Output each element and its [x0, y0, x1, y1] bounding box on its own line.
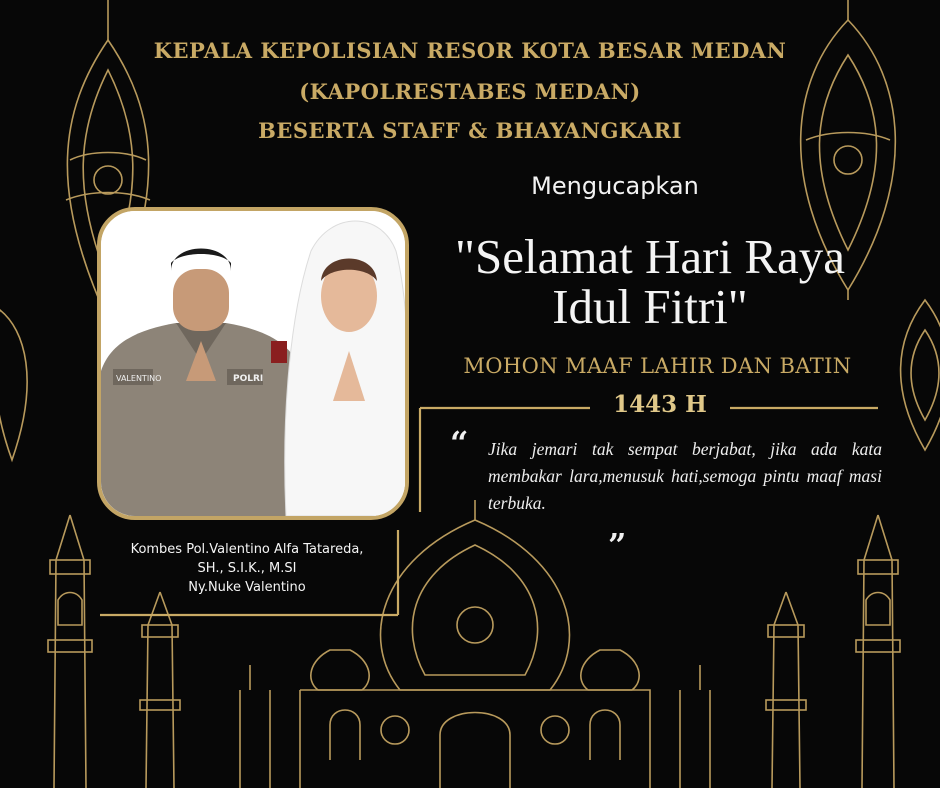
mohon-maaf-text: MOHON MAAF LAHIR DAN BATIN	[463, 354, 852, 378]
greeting-line-1: "Selamat Hari Raya	[454, 229, 846, 284]
lantern-side-left-icon	[0, 310, 27, 460]
minaret-left2-icon	[140, 592, 180, 788]
couple-photo	[97, 207, 409, 520]
header-line-1: KEPALA KEPOLISIAN RESOR KOTA BESAR MEDAN	[153, 38, 787, 63]
couple-illustration	[101, 211, 405, 516]
quote-close-icon: ”	[608, 526, 627, 564]
lantern-side-right-icon	[901, 300, 940, 450]
minaret-left-icon	[48, 515, 92, 788]
name-tag: VALENTINO	[116, 374, 162, 383]
photo-caption	[102, 540, 392, 597]
minaret-right-icon	[856, 515, 900, 788]
greeting-line-2: Idul Fitri"	[552, 279, 748, 334]
header-line-3: BESERTA STAFF & BHAYANGKARI	[258, 118, 682, 143]
year-text: 1443 H	[613, 391, 707, 418]
caption-line-3: Ny.Nuke Valentino	[188, 580, 306, 595]
caption-line-1: Kombes Pol.Valentino Alfa Tatareda,	[130, 542, 364, 557]
polri-patch: POLRI	[233, 374, 264, 384]
header-line-2: (KAPOLRESTABES MEDAN)	[299, 79, 641, 104]
mengucapkan-text: Mengucapkan	[531, 172, 699, 200]
quote-text: Jika jemari tak sempat berjabat, jika ada kata membakar lara,menusuk hati,semoga pintu maaf masi terbuka.	[488, 439, 882, 513]
quote-open-icon: “	[450, 424, 469, 462]
minaret-right2-icon	[766, 592, 806, 788]
caption-line-2: SH., S.I.K., M.SI	[197, 561, 297, 576]
